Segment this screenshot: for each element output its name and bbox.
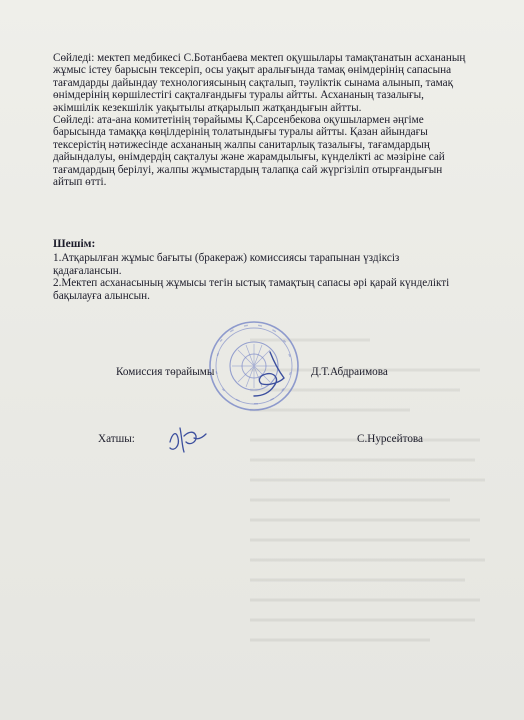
- chair-title: Комиссия төрайымы: [116, 366, 215, 378]
- decision-item: 1.Атқарылған жұмыс бағыты (бракераж) комиссиясы тарапынан үздіксіз қадағалансын.: [53, 252, 400, 277]
- secretary-signature: [160, 418, 210, 458]
- decision-item: 2.Мектеп асханасының жұмысы тегін ыстық тамақтың сапасы әрі қарай күнделікті бақылауға алынсын.: [53, 277, 450, 302]
- speaker-paragraph-parent-committee: Сөйледі: ата-ана комитетінің төрайымы Қ.Сарсенбекова оқушылармен әңгіме барысында тамаққа көңілдерінің толатындығы туралы айтты. Қазан айындағы тексерістің нәтижесінде асхананың жалпы санитарлық тазалығы, тағамдардың дайындалуы, өнімдердің сақталуы және жарамдылығы, күнделікті ас мәзіріне сай тағамдардың берілуі, жалпы жұмыстардың талапқа сай жүргізіліп отырғандығын айтып өтті.: [53, 114, 445, 189]
- decision-heading: Шешім:: [53, 238, 96, 250]
- chair-name: Д.Т.Абдраимова: [311, 366, 388, 378]
- secretary-title: Хатшы:: [98, 433, 135, 445]
- minutes-body: [53, 52, 473, 188]
- decision-list: [53, 252, 453, 302]
- chair-signature: [240, 348, 300, 400]
- speaker-paragraph-nurse: Сөйледі: мектеп медбикесі С.Ботанбаева мектеп оқушылары тамақтанатын асхананың жұмыс істеу барысын тексеріп, осы уақыт аралығында тамақ өнімдерінің сапасына тағамдарды дайындау технологиясының сақталып, тәуліктік сынама алынып, тамақ өнімдерінің көршілестігі сақталғандығы туралы айтты. Асхананың тазалығы, әкімшілік кезекшілік уақытылы атқарылып жатқандығын айтты.: [53, 52, 466, 114]
- secretary-name: С.Нурсейтова: [357, 433, 424, 445]
